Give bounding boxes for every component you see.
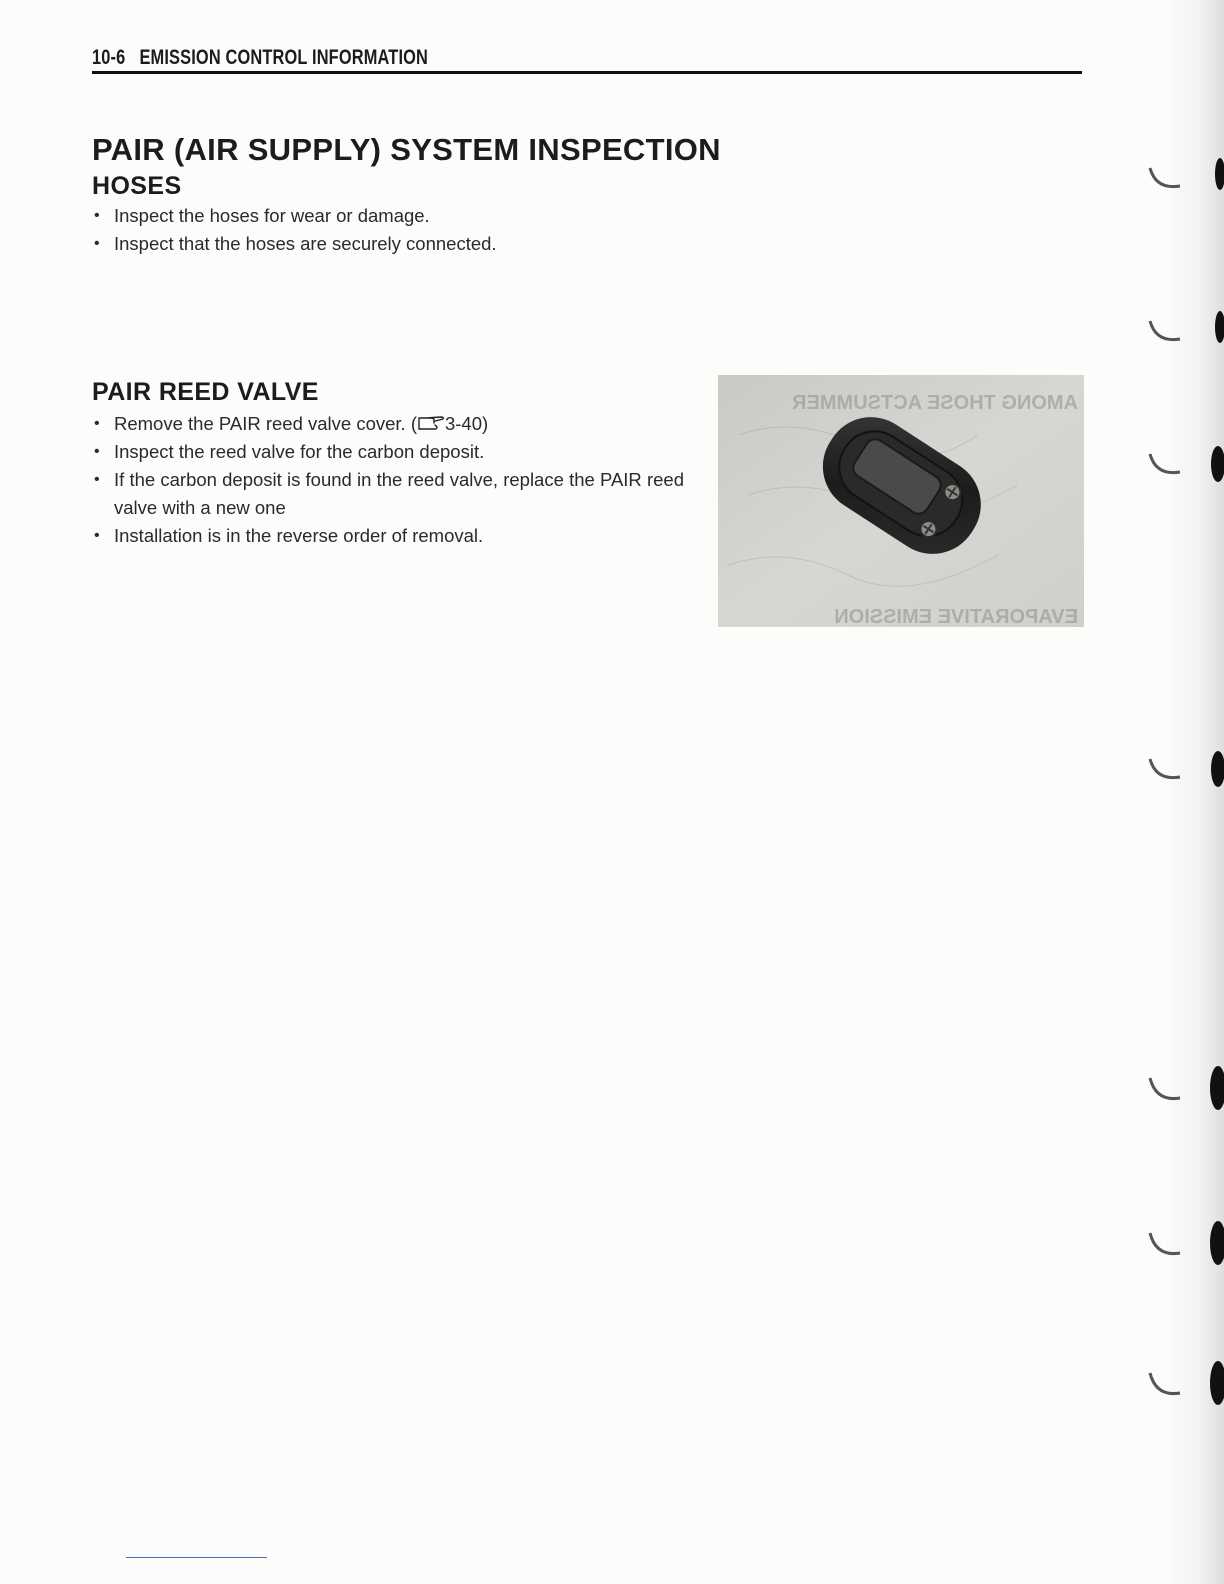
- list-item: • Inspect that the hoses are securely connected.: [92, 230, 692, 258]
- page-header: [92, 44, 1082, 70]
- page-title: PAIR (AIR SUPPLY) SYSTEM INSPECTION: [92, 132, 721, 167]
- list-item: • Installation is in the reverse order of removal.: [92, 522, 684, 550]
- header-rule: [92, 71, 1082, 74]
- list-item: • Inspect the hoses for wear or damage.: [92, 202, 692, 230]
- section-title: EMISSION CONTROL INFORMATION: [139, 46, 429, 69]
- binder-hole-icon: [1146, 745, 1224, 795]
- reed-valve-list: [92, 410, 684, 550]
- reed-valve-cover-photo: [718, 375, 1084, 627]
- reed-valve-heading: PAIR REED VALVE: [92, 378, 319, 406]
- list-item-text: Remove the PAIR reed valve cover. (: [114, 413, 417, 434]
- binder-hole-icon: [1146, 150, 1224, 200]
- list-item: • Inspect the reed valve for the carbon deposit.: [92, 438, 684, 466]
- binder-hole-icon: [1146, 1215, 1224, 1275]
- footer-rule: [126, 1557, 267, 1558]
- binder-hole-icon: [1146, 305, 1224, 355]
- bleed-through-text: EVAPORATIVE EMISSION: [834, 606, 1078, 627]
- page-number: 10-6: [92, 46, 126, 69]
- binder-hole-icon: [1146, 440, 1224, 490]
- binder-hole-icon: [1146, 1060, 1224, 1120]
- hoses-list: [92, 202, 692, 258]
- list-item: • If the carbon deposit is found in the reed valve, replace the PAIR reed valve with a new one: [92, 466, 684, 522]
- binder-hole-icon: [1146, 1355, 1224, 1415]
- page-reference: 3-40): [444, 413, 489, 434]
- reference-hand-icon: [417, 414, 445, 432]
- hoses-heading: HOSES: [92, 172, 182, 200]
- bleed-through-text: AMONG THOSE ACTSUMMER: [792, 392, 1078, 414]
- list-item: [92, 410, 684, 438]
